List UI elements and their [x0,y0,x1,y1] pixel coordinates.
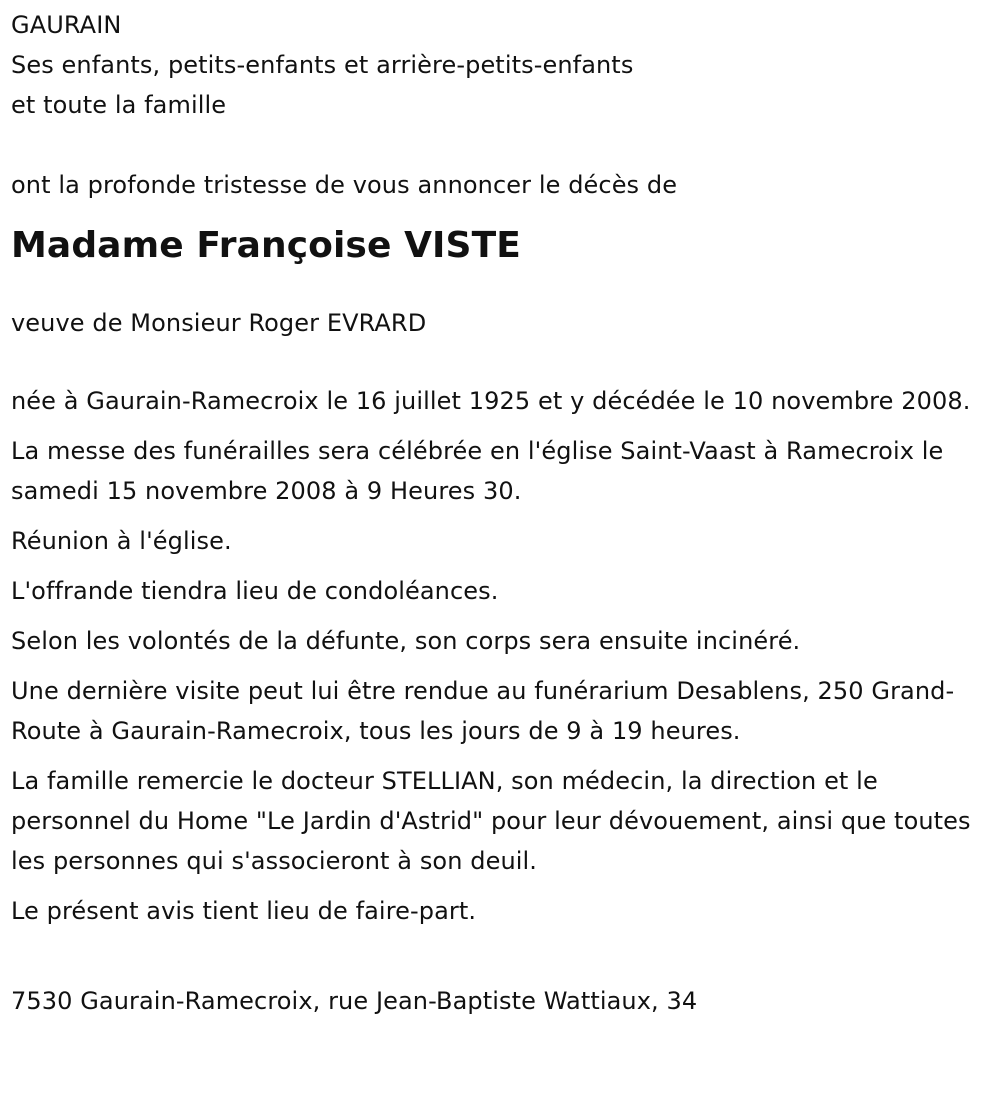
visit-paragraph: Une dernière visite peut lui être rendue au funérarium Desablens, 250 Grand-Route à Gaurain-Ramecroix, tous les jours de 9 à 19 heures. [11,677,955,745]
cremation-paragraph: Selon les volontés de la défunte, son corps sera ensuite incinéré. [11,627,801,655]
notice-paragraph: Le présent avis tient lieu de faire-part. [11,897,477,925]
mass-paragraph: La messe des funérailles sera célébrée en l'église Saint-Vaast à Ramecroix le samedi 15 novembre 2008 à 9 Heures 30. [11,437,944,505]
meeting-paragraph: Réunion à l'église. [11,527,232,555]
family-line-2: Ses enfants, petits-enfants et arrière-petits-enfants [11,51,634,79]
family-line-1: GAURAIN [11,11,122,39]
deceased-name: Madame Françoise VISTE [11,225,521,266]
widow-of-text: veuve de Monsieur Roger EVRARD [11,309,427,337]
spacer [11,343,986,381]
thanks-paragraph: La famille remercie le docteur STELLIAN, son médecin, la direction et le personnel du Home "Le Jardin d'Astrid" pour leur dévouement, ainsi que toutes les personnes qui s'associeront à son deuil. [11,767,971,875]
birth-death-paragraph: née à Gaurain-Ramecroix le 16 juillet 1925 et y décédée le 10 novembre 2008. [11,387,971,415]
spacer [11,125,986,165]
offering-paragraph: L'offrande tiendra lieu de condoléances. [11,577,499,605]
announcement-text: ont la profonde tristesse de vous annoncer le décès de [11,171,678,199]
family-line-3: et toute la famille [11,91,227,119]
spacer [11,941,986,981]
address-text: 7530 Gaurain-Ramecroix, rue Jean-Baptiste Wattiaux, 34 [11,987,698,1015]
